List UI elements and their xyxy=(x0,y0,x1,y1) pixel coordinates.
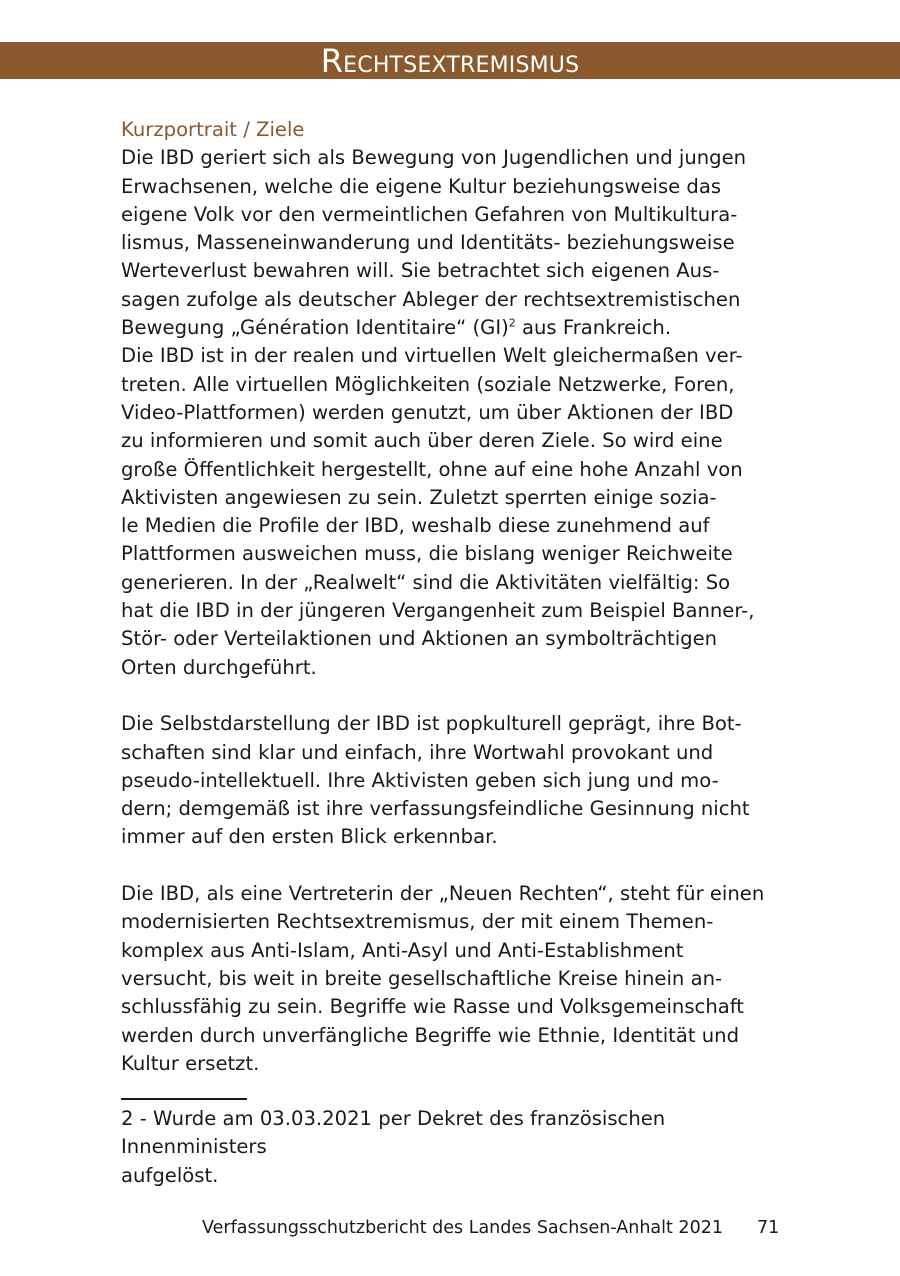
text-line: Erwachsenen, welche die eigene Kultur beziehungsweise das xyxy=(121,174,722,198)
text-fragment: Bewegung „Génération Identitaire“ (GI) xyxy=(121,316,509,340)
paragraph-3 xyxy=(121,880,781,1078)
text-line: eigene Volk vor den vermeintlichen Gefahren von Multikultura- xyxy=(121,202,738,226)
text-line: versucht, bis weit in breite gesellschaftliche Kreise hinein an- xyxy=(121,966,723,990)
text-line: Kultur ersetzt. xyxy=(121,1051,260,1075)
footnote xyxy=(121,1105,781,1190)
text-line: Aktivisten angewiesen zu sein. Zuletzt sperrten einige sozia- xyxy=(121,485,717,509)
page-footer xyxy=(0,1214,900,1242)
text-line: Video-Plattformen) werden genutzt, um über Aktionen der IBD xyxy=(121,400,734,424)
footnote-line: 2 - Wurde am 03.03.2021 per Dekret des französischen Innenministers xyxy=(121,1107,666,1159)
header-bar xyxy=(0,42,900,79)
text-line: zu informieren und somit auch über deren Ziele. So wird eine xyxy=(121,429,723,453)
paragraph-spacer xyxy=(121,852,781,880)
text-line: Die Selbstdarstellung der IBD ist popkulturell geprägt, ihre Bot- xyxy=(121,712,742,736)
text-line: schlussfähig zu sein. Begriffe wie Rasse und Volksgemeinschaft xyxy=(121,995,744,1019)
text-line: Die IBD, als eine Vertreterin der „Neuen Rechten“, steht für einen xyxy=(121,882,765,906)
text-line: werden durch unverfängliche Begriffe wie Ethnie, Identität und xyxy=(121,1023,740,1047)
text-line: Die IBD geriert sich als Bewegung von Jugendlichen und jungen xyxy=(121,146,747,170)
text-line: modernisierten Rechtsextremismus, der mit einem Themen- xyxy=(121,910,714,934)
footnote-divider xyxy=(121,1098,247,1100)
footnote-reference: 2 xyxy=(508,316,516,330)
text-line: Werteverlust bewahren will. Sie betrachtet sich eigenen Aus- xyxy=(121,259,720,283)
text-line: Orten durchgeführt. xyxy=(121,655,317,679)
text-line: generieren. In der „Realwelt“ sind die Aktivitäten vielfältig: So xyxy=(121,570,731,594)
text-line: Plattformen ausweichen muss, die bislang weniger Reichweite xyxy=(121,542,733,566)
chapter-title: Rechtsextremismus xyxy=(320,42,580,80)
text-line: schaften sind klar und einfach, ihre Wortwahl provokant und xyxy=(121,740,714,764)
paragraph-2 xyxy=(121,710,781,851)
main-content xyxy=(121,116,781,1078)
text-line: Stör- oder Verteilaktionen und Aktionen an symbolträchtigen xyxy=(121,627,718,651)
page-number: 71 xyxy=(757,1218,780,1238)
text-line: Die IBD ist in der realen und virtuellen Welt gleichermaßen ver- xyxy=(121,344,743,368)
text-line: le Medien die Profile der IBD, weshalb diese zunehmend auf xyxy=(121,514,710,538)
text-line: große Öffentlichkeit hergestellt, ohne auf eine hohe Anzahl von xyxy=(121,457,743,481)
text-fragment: aus Frankreich. xyxy=(515,316,672,340)
text-line: dern; demgemäß ist ihre verfassungsfeindliche Gesinnung nicht xyxy=(121,797,750,821)
paragraph-1 xyxy=(121,144,781,682)
text-line: sagen zufolge als deutscher Ableger der rechtsextremistischen xyxy=(121,287,741,311)
section-subheading: Kurzportrait / Ziele xyxy=(121,118,305,141)
text-line: lismus, Masseneinwanderung und Identitäts- beziehungsweise xyxy=(121,231,735,255)
text-line: treten. Alle virtuellen Möglichkeiten (soziale Netzwerke, Foren, xyxy=(121,372,735,396)
text-line: hat die IBD in der jüngeren Vergangenheit zum Beispiel Banner-, xyxy=(121,599,755,623)
text-line: pseudo-intellektuell. Ihre Aktivisten geben sich jung und mo- xyxy=(121,768,719,792)
footnote-line: aufgelöst. xyxy=(121,1163,219,1187)
text-line: immer auf den ersten Blick erkennbar. xyxy=(121,825,498,849)
text-line xyxy=(121,314,781,342)
paragraph-spacer xyxy=(121,682,781,710)
text-line: komplex aus Anti-Islam, Anti-Asyl und Anti-Establishment xyxy=(121,938,684,962)
footer-title: Verfassungsschutzbericht des Landes Sachsen-Anhalt 2021 xyxy=(202,1218,723,1238)
